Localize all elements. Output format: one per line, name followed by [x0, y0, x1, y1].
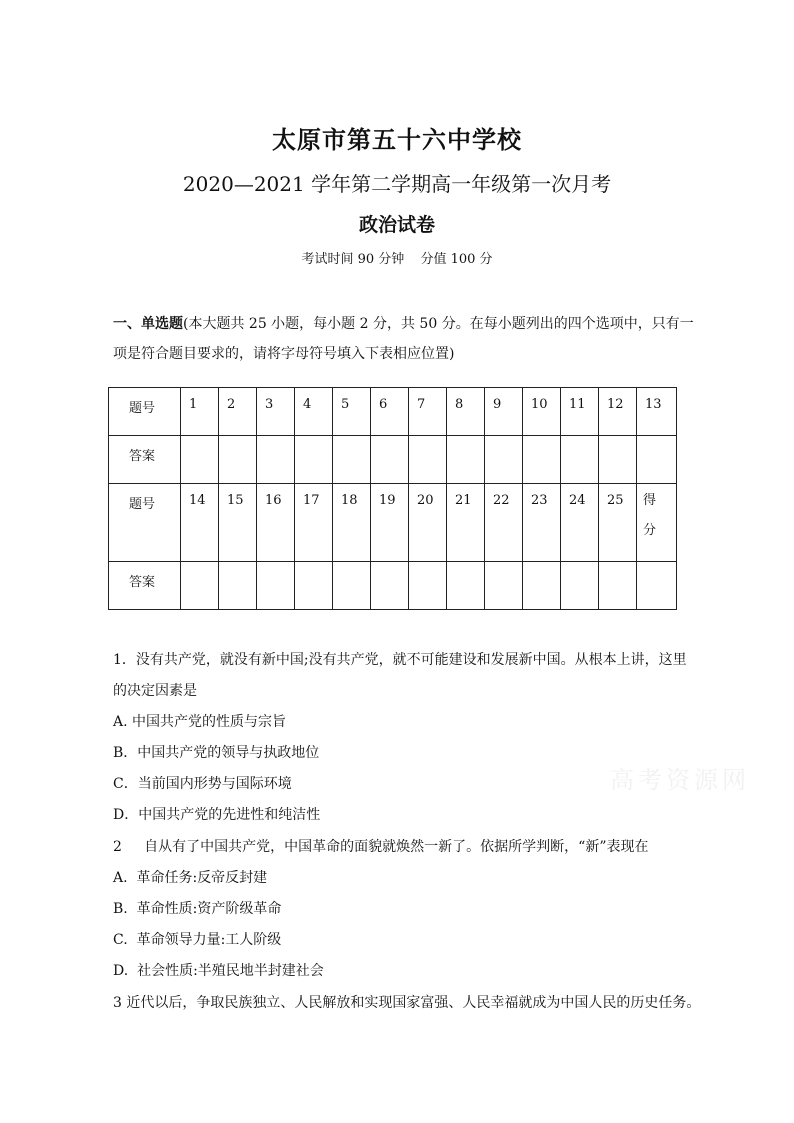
question-1-option-a: A. 中国共产党的性质与宗旨 — [113, 714, 287, 730]
table-row-numbers-2 — [109, 484, 677, 562]
question-number-cell: 14 — [181, 484, 219, 562]
question-1-stem-1: 1．没有共产党，就没有新中国;没有共产党，就不可能建设和发展新中国。从根本上讲，这里 — [113, 652, 687, 668]
answer-cell[interactable] — [181, 436, 219, 484]
question-number-cell: 3 — [257, 388, 295, 436]
question-number-cell: 23 — [523, 484, 561, 562]
answer-cell[interactable] — [561, 436, 599, 484]
question-number-cell: 22 — [485, 484, 523, 562]
question-number-cell: 12 — [599, 388, 637, 436]
question-2-option-a: A. 革命任务:反帝反封建 — [113, 870, 268, 886]
watermark: 高考资源网 — [610, 766, 750, 794]
question-1-option-b: B．中国共产党的领导与执政地位 — [113, 745, 320, 761]
exam-meta — [0, 248, 794, 267]
exam-time: 考试时间 90 分钟 — [301, 252, 405, 267]
question-number-cell: 9 — [485, 388, 523, 436]
answer-table — [108, 387, 677, 610]
answer-cell[interactable] — [447, 562, 485, 610]
question-2-option-b: B. 革命性质:资产阶级革命 — [113, 901, 282, 917]
section-desc-1: (本大题共 25 小题，每小题 2 分，共 50 分。在每小题列出的四个选项中，只有一 — [183, 316, 694, 332]
answer-cell[interactable] — [599, 436, 637, 484]
question-1-stem-2: 的决定因素是 — [113, 683, 197, 699]
answer-cell[interactable] — [409, 436, 447, 484]
question-number-cell: 17 — [295, 484, 333, 562]
question-number-header: 题号 — [109, 484, 181, 562]
question-2-option-d: D. 社会性质:半殖民地半封建社会 — [113, 963, 324, 979]
answer-cell[interactable] — [295, 562, 333, 610]
answer-header: 答案 — [109, 562, 181, 610]
exam-title: 2020—2021 学年第二学期高一年级第一次月考 — [182, 172, 612, 196]
answer-cell[interactable] — [523, 562, 561, 610]
answer-cell[interactable] — [371, 562, 409, 610]
question-number-cell: 1 — [181, 388, 219, 436]
table-row-answers-1 — [109, 436, 677, 484]
answer-cell[interactable] — [371, 436, 409, 484]
answer-cell[interactable] — [257, 436, 295, 484]
answer-cell[interactable] — [485, 436, 523, 484]
answer-cell[interactable] — [447, 436, 485, 484]
question-number-cell: 5 — [333, 388, 371, 436]
question-number-cell: 8 — [447, 388, 485, 436]
subject-title: 政治试卷 — [358, 214, 435, 236]
score-header: 得 分 — [637, 484, 677, 562]
question-number-header: 题号 — [109, 388, 181, 436]
answer-cell[interactable] — [333, 436, 371, 484]
answer-cell[interactable] — [599, 562, 637, 610]
question-1-option-c: C．当前国内形势与国际环境 — [113, 776, 292, 792]
question-number-cell: 4 — [295, 388, 333, 436]
score-cell[interactable] — [637, 562, 677, 610]
question-3-stem: 3 近代以后，争取民族独立、人民解放和实现国家富强、人民幸福就成为中国人民的历史任务。 — [113, 995, 701, 1011]
answer-cell[interactable] — [333, 562, 371, 610]
section-desc-2: 项是符合题目要求的，请将字母符号填入下表相应位置) — [113, 346, 455, 362]
answer-cell[interactable] — [523, 436, 561, 484]
question-number-cell: 7 — [409, 388, 447, 436]
question-number-cell: 20 — [409, 484, 447, 562]
question-2-option-c: C. 革命领导力量:工人阶级 — [113, 932, 282, 948]
question-2-stem: 2 自从有了中国共产党，中国革命的面貌就焕然一新了。依据所学判断，“新”表现在 — [113, 839, 649, 855]
question-number-cell: 24 — [561, 484, 599, 562]
question-number-cell: 16 — [257, 484, 295, 562]
question-number-cell: 25 — [599, 484, 637, 562]
section-instructions — [113, 313, 694, 333]
question-number-cell: 10 — [523, 388, 561, 436]
question-1-option-d: D．中国共产党的先进性和纯洁性 — [113, 807, 321, 823]
question-number-cell: 21 — [447, 484, 485, 562]
question-number-cell: 18 — [333, 484, 371, 562]
question-number-cell: 2 — [219, 388, 257, 436]
answer-cell[interactable] — [181, 562, 219, 610]
answer-cell[interactable] — [485, 562, 523, 610]
question-number-cell: 11 — [561, 388, 599, 436]
answer-cell[interactable] — [219, 436, 257, 484]
question-number-cell: 19 — [371, 484, 409, 562]
answer-cell[interactable] — [219, 562, 257, 610]
school-name: 太原市第五十六中学校 — [272, 125, 522, 154]
answer-cell[interactable] — [295, 436, 333, 484]
section-title: 一、单选题 — [113, 316, 183, 332]
question-number-cell: 6 — [371, 388, 409, 436]
table-row-numbers-1 — [109, 388, 677, 436]
exam-score: 分值 100 分 — [420, 252, 493, 267]
answer-cell[interactable] — [637, 436, 677, 484]
answer-cell[interactable] — [561, 562, 599, 610]
answer-header: 答案 — [109, 436, 181, 484]
answer-cell[interactable] — [409, 562, 447, 610]
table-row-answers-2 — [109, 562, 677, 610]
answer-cell[interactable] — [257, 562, 295, 610]
question-number-cell: 15 — [219, 484, 257, 562]
question-number-cell: 13 — [637, 388, 677, 436]
